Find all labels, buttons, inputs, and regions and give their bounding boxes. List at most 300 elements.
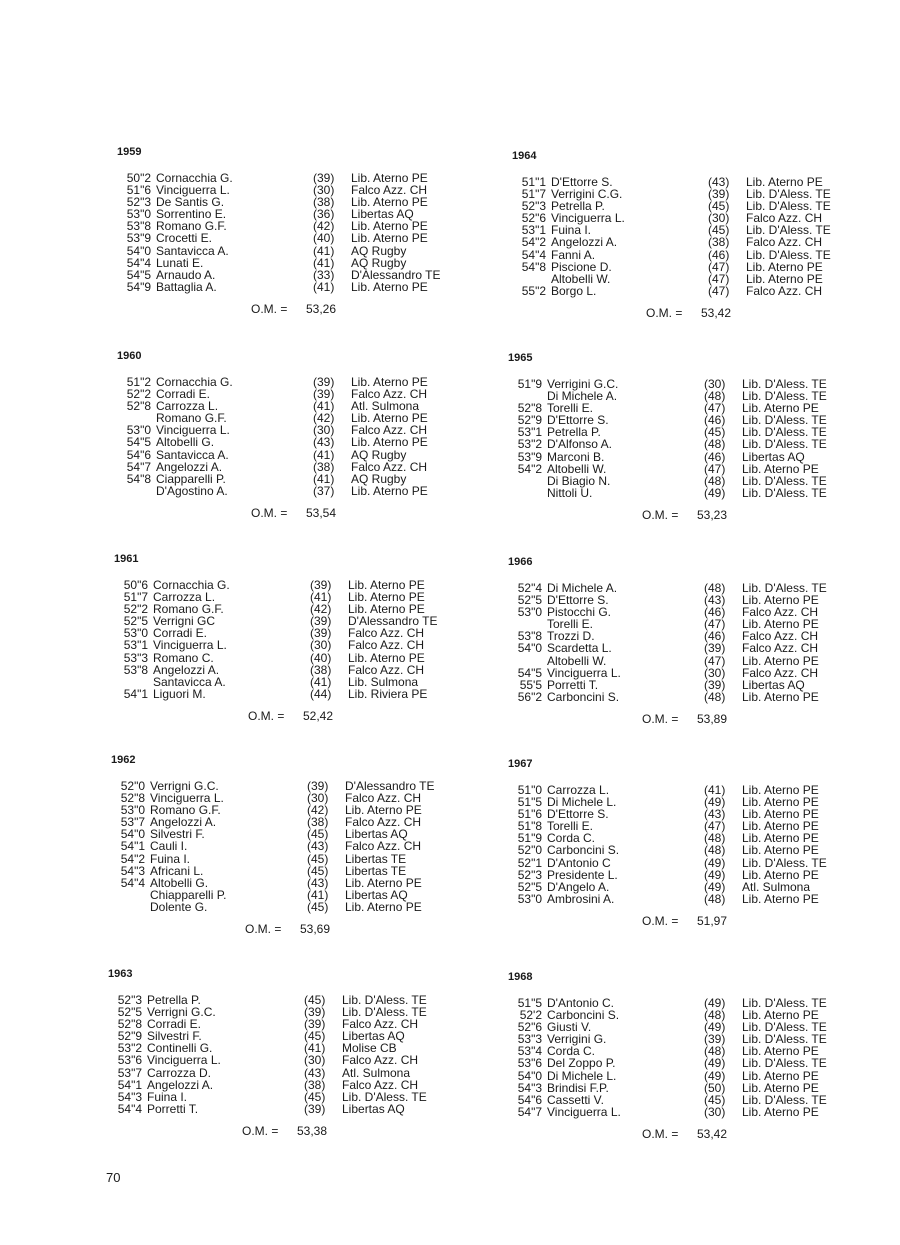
- club-name: Lib. Aterno PE: [742, 867, 819, 882]
- birth-year: (49): [704, 485, 726, 500]
- athlete-name: Corradi E.: [153, 626, 208, 641]
- club-name: Falco Azz. CH: [742, 605, 819, 620]
- athlete-name: Vinciguerra L.: [150, 791, 224, 806]
- result-row: [508, 869, 848, 881]
- club-name: Lib. Aterno PE: [742, 843, 819, 858]
- om-line: [108, 1124, 448, 1138]
- athlete-name: D'Ettorre S.: [547, 593, 609, 608]
- athlete-name: Torelli E.: [547, 401, 594, 416]
- result-row: [111, 901, 451, 913]
- club-name: Atl. Sulmona: [342, 1065, 411, 1080]
- result-row: [508, 893, 848, 905]
- result-time: 54"8: [126, 471, 151, 486]
- birth-year: (40): [313, 231, 335, 246]
- athlete-name: De Santis G.: [156, 195, 225, 210]
- club-name: Lib. Aterno PE: [742, 593, 819, 608]
- athlete-name: Di Michele A.: [547, 581, 618, 595]
- result-row: [111, 853, 451, 865]
- athlete-name: D'Agostino A.: [156, 483, 228, 498]
- result-time: 54"1: [120, 839, 145, 854]
- athlete-name: Cauli I.: [150, 839, 188, 854]
- birth-year: (30): [708, 211, 730, 226]
- club-name: Lib. Riviera PE: [348, 686, 428, 701]
- athlete-name: Marconi B.: [547, 449, 605, 464]
- result-row: [508, 691, 848, 703]
- athlete-name: D'Ettorre S.: [551, 175, 613, 189]
- birth-year: (42): [313, 219, 335, 234]
- club-name: Lib. Aterno PE: [742, 1080, 819, 1095]
- club-name: Falco Azz. CH: [342, 1053, 419, 1068]
- result-time: 52"3: [521, 199, 546, 214]
- club-name: Falco Azz. CH: [351, 183, 428, 198]
- result-time: 51"5: [517, 795, 542, 810]
- result-time: 54"0: [517, 1068, 542, 1083]
- result-time: 54"5: [126, 267, 151, 282]
- result-time: 54"5: [517, 665, 542, 680]
- birth-year: (48): [704, 581, 726, 595]
- result-row: [512, 261, 852, 273]
- result-time: 50"6: [123, 578, 148, 592]
- athlete-name: Del Zoppo P.: [547, 1056, 616, 1071]
- om-value: 53,38: [297, 1123, 328, 1138]
- birth-year: (47): [704, 617, 726, 632]
- year-block: [508, 352, 848, 522]
- birth-year: (48): [704, 473, 726, 488]
- athlete-name: Carboncini S.: [547, 1008, 620, 1023]
- birth-year: (43): [304, 1065, 326, 1080]
- om-line: [508, 1127, 848, 1141]
- result-time: 53"0: [517, 891, 542, 906]
- athlete-name: Verrigini G.: [547, 1032, 607, 1047]
- athlete-name: D'Alfonso A.: [547, 437, 612, 452]
- club-name: Libertas AQ: [342, 1029, 405, 1044]
- birth-year: (43): [307, 875, 329, 890]
- club-name: Falco Azz. CH: [746, 235, 823, 250]
- result-time: 52"3: [517, 867, 542, 882]
- birth-year: (39): [310, 626, 332, 641]
- result-time: 53"2: [117, 1041, 142, 1056]
- result-time: 54"1: [123, 686, 148, 701]
- om-line: [508, 508, 848, 522]
- athlete-name: Cornacchia G.: [156, 171, 233, 185]
- athlete-name: Cornacchia G.: [153, 578, 230, 592]
- birth-year: (41): [313, 243, 335, 258]
- club-name: Lib. D'Aless. TE: [742, 581, 827, 595]
- club-name: AQ Rugby: [351, 243, 407, 258]
- club-name: Lib. Aterno PE: [348, 578, 425, 592]
- result-time: 52"8: [120, 791, 145, 806]
- result-time: 52"9: [117, 1029, 142, 1044]
- athlete-name: Santavicca A.: [153, 674, 226, 689]
- athlete-name: Di Michele L.: [547, 795, 617, 810]
- result-row: [512, 285, 852, 297]
- birth-year: (39): [304, 1101, 326, 1116]
- birth-year: (41): [310, 674, 332, 689]
- club-name: Lib. Aterno PE: [345, 899, 422, 914]
- birth-year: (45): [708, 199, 730, 214]
- athlete-name: Romano G.F.: [153, 602, 224, 617]
- club-name: Lib. Aterno PE: [351, 219, 428, 234]
- athlete-name: Cornacchia G.: [156, 375, 233, 389]
- result-row: [117, 436, 457, 448]
- result-row: [508, 438, 848, 450]
- result-time: 51"2: [126, 375, 151, 389]
- om-value: 53,23: [697, 507, 728, 522]
- result-time: 53"4: [517, 1044, 542, 1059]
- om-line: [117, 302, 457, 316]
- club-name: Lib. D'Aless. TE: [746, 247, 831, 262]
- result-row: [114, 652, 454, 664]
- club-name: Falco Azz. CH: [351, 459, 428, 474]
- om-label: O.M. =: [642, 913, 679, 928]
- birth-year: (45): [304, 993, 326, 1007]
- om-label: O.M. =: [251, 301, 288, 316]
- athlete-name: Silvestri F.: [150, 827, 205, 842]
- athlete-name: Porretti T.: [547, 677, 599, 692]
- birth-year: (47): [704, 653, 726, 668]
- club-name: Atl. Sulmona: [742, 879, 811, 894]
- birth-year: (45): [304, 1089, 326, 1104]
- birth-year: (39): [313, 387, 335, 402]
- birth-year: (30): [310, 638, 332, 653]
- om-line: [117, 506, 457, 520]
- club-name: AQ Rugby: [351, 471, 407, 486]
- club-name: Libertas AQ: [742, 677, 805, 692]
- athlete-name: Di Michele L.: [547, 1068, 617, 1083]
- athlete-name: Verrigni G.C.: [147, 1005, 216, 1020]
- birth-year: (43): [704, 593, 726, 608]
- result-time: 52'2: [519, 1008, 542, 1023]
- result-time: 51"7: [521, 187, 546, 202]
- birth-year: (41): [313, 255, 335, 270]
- year-block: [111, 754, 451, 936]
- result-time: 52"3: [126, 195, 151, 210]
- club-name: Libertas AQ: [345, 827, 408, 842]
- result-time: 56"2: [517, 689, 542, 704]
- result-time: 53"8: [517, 629, 542, 644]
- result-time: 50"2: [126, 171, 151, 185]
- result-time: 54"3: [117, 1089, 142, 1104]
- result-time: 53"3: [123, 650, 148, 665]
- result-time: 52"6: [521, 211, 546, 226]
- club-name: Lib. Aterno PE: [742, 807, 819, 822]
- birth-year: (39): [313, 171, 335, 185]
- result-time: 51"1: [521, 175, 546, 189]
- result-time: 53"0: [126, 207, 151, 222]
- year-heading: 1964: [512, 150, 537, 162]
- club-name: Lib. D'Aless. TE: [742, 1020, 827, 1035]
- result-time: 55'5: [519, 677, 542, 692]
- year-block: [114, 553, 454, 723]
- athlete-name: Nittoli U.: [547, 485, 593, 500]
- birth-year: (41): [310, 590, 332, 605]
- club-name: Lib. Aterno PE: [351, 195, 428, 210]
- club-name: Lib. Aterno PE: [351, 171, 428, 185]
- year-heading: 1963: [108, 968, 133, 980]
- birth-year: (50): [704, 1080, 726, 1095]
- birth-year: (38): [304, 1077, 326, 1092]
- result-row: [508, 463, 848, 475]
- club-name: Lib. D'Aless. TE: [742, 485, 827, 500]
- club-name: Lib. D'Aless. TE: [742, 425, 827, 440]
- year-heading: 1965: [508, 352, 533, 364]
- om-label: O.M. =: [245, 922, 282, 937]
- birth-year: (46): [704, 605, 726, 620]
- result-row: [117, 245, 457, 257]
- club-name: Lib. D'Aless. TE: [342, 993, 427, 1007]
- club-name: Lib. Aterno PE: [742, 783, 819, 797]
- birth-year: (40): [310, 650, 332, 665]
- result-time: 54"4: [521, 247, 546, 262]
- club-name: Lib. Aterno PE: [742, 1104, 819, 1119]
- club-name: Lib. Aterno PE: [742, 1008, 819, 1023]
- result-row: [508, 1106, 848, 1118]
- result-time: 54"4: [117, 1101, 142, 1116]
- result-time: 53"6: [117, 1053, 142, 1068]
- club-name: Lib. Aterno PE: [351, 375, 428, 389]
- club-name: Falco Azz. CH: [742, 641, 819, 656]
- birth-year: (45): [704, 425, 726, 440]
- birth-year: (48): [704, 1044, 726, 1059]
- club-name: Libertas TE: [345, 851, 407, 866]
- result-row: [111, 840, 451, 852]
- birth-year: (41): [304, 1041, 326, 1056]
- club-name: Lib. Aterno PE: [351, 435, 428, 450]
- result-time: 54"0: [120, 827, 145, 842]
- club-name: AQ Rugby: [351, 255, 407, 270]
- athlete-name: Altobelli G.: [150, 875, 209, 890]
- athlete-name: Vinciguerra L.: [156, 423, 230, 438]
- birth-year: (49): [704, 795, 726, 810]
- om-line: [508, 914, 848, 928]
- result-row: [508, 1057, 848, 1069]
- club-name: Libertas AQ: [345, 887, 408, 902]
- result-row: [508, 1070, 848, 1082]
- athlete-name: Vinciguerra L.: [147, 1053, 221, 1068]
- om-value: 51,97: [697, 913, 728, 928]
- birth-year: (49): [704, 867, 726, 882]
- birth-year: (39): [313, 375, 335, 389]
- birth-year: (41): [307, 887, 329, 902]
- club-name: Lib. Aterno PE: [742, 461, 819, 476]
- year-block: [512, 150, 852, 320]
- birth-year: (43): [313, 435, 335, 450]
- athlete-name: Di Michele A.: [547, 389, 618, 404]
- club-name: Falco Azz. CH: [348, 626, 425, 641]
- birth-year: (46): [704, 629, 726, 644]
- result-time: 54"2: [521, 235, 546, 250]
- birth-year: (30): [704, 377, 726, 391]
- birth-year: (30): [307, 791, 329, 806]
- result-row: [117, 281, 457, 293]
- result-time: 54"0: [126, 243, 151, 258]
- athlete-name: Carboncini S.: [547, 843, 620, 858]
- birth-year: (47): [708, 259, 730, 274]
- athlete-name: Torelli E.: [547, 819, 594, 834]
- club-name: Lib. Aterno PE: [742, 1068, 819, 1083]
- result-time: 52"2: [126, 387, 151, 402]
- om-value: 53,89: [697, 711, 728, 726]
- result-time: 54"5: [126, 435, 151, 450]
- birth-year: (41): [313, 447, 335, 462]
- birth-year: (49): [704, 1056, 726, 1071]
- result-time: 53"8: [126, 219, 151, 234]
- club-name: Lib. D'Aless. TE: [742, 1056, 827, 1071]
- result-time: 54"3: [120, 863, 145, 878]
- athlete-name: Santavicca A.: [156, 447, 229, 462]
- club-name: Lib. D'Aless. TE: [742, 473, 827, 488]
- athlete-name: Corradi E.: [147, 1017, 202, 1032]
- result-time: 54"4: [120, 875, 145, 890]
- club-name: Lib. Aterno PE: [742, 653, 819, 668]
- year-block: [117, 146, 457, 316]
- athlete-name: Trozzi D.: [547, 629, 595, 644]
- birth-year: (46): [704, 449, 726, 464]
- birth-year: (39): [704, 641, 726, 656]
- club-name: Molise CB: [342, 1041, 397, 1056]
- birth-year: (38): [708, 235, 730, 250]
- club-name: Lib. D'Aless. TE: [342, 1005, 427, 1020]
- year-block: [508, 758, 848, 928]
- athlete-name: Verrigni GC: [153, 614, 216, 629]
- athlete-name: Santavicca A.: [156, 243, 229, 258]
- birth-year: (30): [304, 1053, 326, 1068]
- birth-year: (45): [307, 851, 329, 866]
- club-name: Lib. D'Aless. TE: [742, 377, 827, 391]
- year-heading: 1961: [114, 553, 139, 565]
- birth-year: (45): [708, 223, 730, 238]
- result-time: 53"6: [517, 1056, 542, 1071]
- club-name: D'Alessandro TE: [351, 267, 441, 282]
- birth-year: (48): [704, 437, 726, 452]
- birth-year: (47): [704, 819, 726, 834]
- club-name: Lib. Aterno PE: [742, 795, 819, 810]
- year-heading: 1968: [508, 971, 533, 983]
- club-name: Lib. D'Aless. TE: [742, 1092, 827, 1107]
- athlete-name: Africani L.: [150, 863, 204, 878]
- athlete-name: D'Antonio C.: [547, 996, 614, 1010]
- om-line: [512, 306, 852, 320]
- athlete-name: Romano G.F.: [156, 219, 227, 234]
- result-time: 54"6: [126, 447, 151, 462]
- result-time: 53"0: [123, 626, 148, 641]
- om-label: O.M. =: [642, 1126, 679, 1141]
- birth-year: (49): [704, 879, 726, 894]
- result-time: 52"9: [517, 413, 542, 428]
- result-time: 51"6: [517, 807, 542, 822]
- club-name: Falco Azz. CH: [345, 791, 422, 806]
- birth-year: (49): [704, 1020, 726, 1035]
- birth-year: (43): [307, 839, 329, 854]
- birth-year: (39): [310, 614, 332, 629]
- result-row: [117, 485, 457, 497]
- athlete-name: Altobelli W.: [551, 271, 611, 286]
- result-time: 53"9: [517, 449, 542, 464]
- club-name: Libertas AQ: [342, 1101, 405, 1116]
- athlete-name: Romano G.F.: [150, 803, 221, 818]
- birth-year: (46): [708, 247, 730, 262]
- athlete-name: Verrigini G.C.: [547, 377, 619, 391]
- result-time: 53"1: [517, 425, 542, 440]
- club-name: Falco Azz. CH: [746, 211, 823, 226]
- birth-year: (38): [313, 459, 335, 474]
- birth-year: (47): [704, 461, 726, 476]
- club-name: D'Alessandro TE: [348, 614, 438, 629]
- athlete-name: Piscione D.: [551, 259, 612, 274]
- result-row: [111, 865, 451, 877]
- result-time: 54"7: [126, 459, 151, 474]
- athlete-name: Petrella P.: [547, 425, 601, 440]
- club-name: Lib. Aterno PE: [348, 602, 425, 617]
- athlete-name: Ambrosini A.: [547, 891, 615, 906]
- birth-year: (38): [310, 662, 332, 677]
- om-label: O.M. =: [251, 505, 288, 520]
- athlete-name: Carrozza D.: [147, 1065, 212, 1080]
- club-name: AQ Rugby: [351, 447, 407, 462]
- result-time: 52"4: [517, 581, 542, 595]
- athlete-name: Corda C.: [547, 831, 596, 846]
- result-row: [508, 642, 848, 654]
- result-time: 53"0: [120, 803, 145, 818]
- result-time: 52"5: [117, 1005, 142, 1020]
- birth-year: (39): [704, 677, 726, 692]
- athlete-name: Dolente G.: [150, 899, 208, 914]
- club-name: Falco Azz. CH: [348, 662, 425, 677]
- club-name: Lib. D'Aless. TE: [746, 187, 831, 202]
- athlete-name: Di Biagio N.: [547, 473, 611, 488]
- result-row: [108, 1103, 448, 1115]
- club-name: Libertas TE: [345, 863, 407, 878]
- birth-year: (36): [313, 207, 335, 222]
- result-time: 54"9: [126, 279, 151, 294]
- athlete-name: Carrozza L.: [153, 590, 216, 605]
- birth-year: (30): [313, 183, 335, 198]
- athlete-name: Corda C.: [547, 1044, 596, 1059]
- result-row: [117, 232, 457, 244]
- athlete-name: Angelozzi A.: [551, 235, 618, 250]
- athlete-name: Carrozza L.: [547, 783, 610, 797]
- club-name: Falco Azz. CH: [342, 1017, 419, 1032]
- club-name: Falco Azz. CH: [746, 283, 823, 298]
- club-name: Lib. Aterno PE: [746, 259, 823, 274]
- birth-year: (39): [704, 1032, 726, 1047]
- birth-year: (38): [307, 815, 329, 830]
- birth-year: (45): [307, 899, 329, 914]
- athlete-name: Vinciguerra L.: [547, 665, 621, 680]
- athlete-name: Romano C.: [153, 650, 214, 665]
- result-time: 54"3: [517, 1080, 542, 1095]
- club-name: Falco Azz. CH: [351, 387, 428, 402]
- birth-year: (45): [307, 827, 329, 842]
- birth-year: (49): [704, 1068, 726, 1083]
- result-time: 54"7: [517, 1104, 542, 1119]
- athlete-name: Continelli G.: [147, 1041, 213, 1056]
- club-name: Lib. Aterno PE: [351, 483, 428, 498]
- club-name: Lib. D'Aless. TE: [746, 223, 831, 238]
- result-time: 54"6: [517, 1092, 542, 1107]
- athlete-name: Vinciguerra L.: [156, 183, 230, 198]
- result-row: [508, 655, 848, 667]
- year-block: [508, 556, 848, 726]
- club-name: Lib. D'Aless. TE: [742, 855, 827, 870]
- athlete-name: Fuina I.: [551, 223, 592, 238]
- birth-year: (46): [704, 413, 726, 428]
- result-time: 54"2: [517, 461, 542, 476]
- athlete-name: Giusti V.: [547, 1020, 592, 1035]
- birth-year: (42): [307, 803, 329, 818]
- result-time: 52"6: [517, 1020, 542, 1035]
- club-name: Lib. D'Aless. TE: [746, 199, 831, 214]
